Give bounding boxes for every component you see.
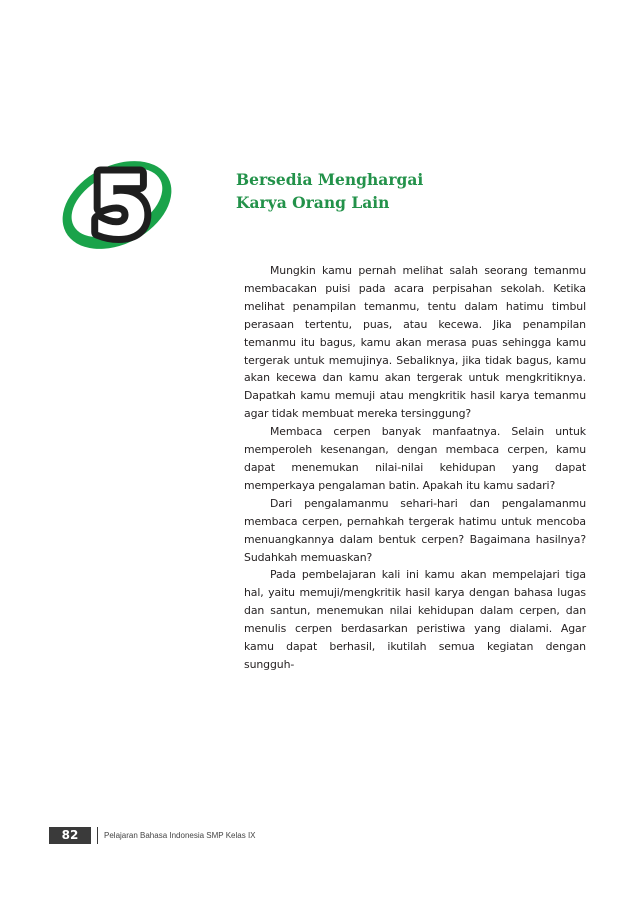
chapter-title-line-1: Bersedia Menghargai bbox=[236, 170, 424, 189]
chapter-number: 5 bbox=[91, 157, 151, 255]
chapter-intro-text bbox=[244, 262, 586, 674]
book-title: Pelajaran Bahasa Indonesia SMP Kelas IX bbox=[104, 831, 256, 840]
chapter-title bbox=[236, 168, 423, 214]
paragraph-2: Membaca cerpen banyak manfaatnya. Selain untuk memperoleh kesenangan, dengan membaca cerpen, kamu dapat menemukan nilai-nilai kehidupan yang dapat memperkaya pengalaman batin. Apakah itu kamu sadari? bbox=[244, 425, 586, 492]
chapter-title-line-2: Karya Orang Lain bbox=[236, 193, 390, 212]
page-number: 82 bbox=[49, 827, 91, 844]
paragraph-1: Mungkin kamu pernah melihat salah seorang temanmu membacakan puisi pada acara perpisahan sekolah. Ketika melihat penampilan temanmu, tentu dalam hatimu timbul perasaan tertentu, puas, atau kecewa. Jika penampilan temanmu itu bagus, kamu akan merasa puas sehingga kamu tergerak untuk memujinya. Sebaliknya, jika tidak bagus, kamu akan kecewa dan kamu akan tergerak untuk mengkritiknya. Dapatkah kamu memuji atau mengkritik hasil karya temanmu agar tidak membuat mereka tersinggung? bbox=[244, 264, 586, 421]
paragraph-3: Dari pengalamanmu sehari-hari dan pengalamanmu membaca cerpen, pernahkah tergerak hatimu untuk mencoba menuangkannya dalam bentuk cerpen? Bagaimana hasilnya? Sudahkah memuaskan? bbox=[244, 496, 586, 564]
chapter-number-emblem bbox=[58, 150, 176, 260]
paragraph-4: Pada pembelajaran kali ini kamu akan mempelajari tiga hal, yaitu memuji/mengkritik hasil karya dengan bahasa lugas dan santun, menemukan nilai kehidupan dalam cerpen, dan menulis cerpen berdasarkan peristiwa yang dialami. Agar kamu dapat berhasil, ikutilah semua kegiatan dengan sungguh- bbox=[244, 568, 586, 671]
green-swoosh-icon bbox=[58, 150, 176, 260]
footer-divider bbox=[97, 827, 98, 844]
